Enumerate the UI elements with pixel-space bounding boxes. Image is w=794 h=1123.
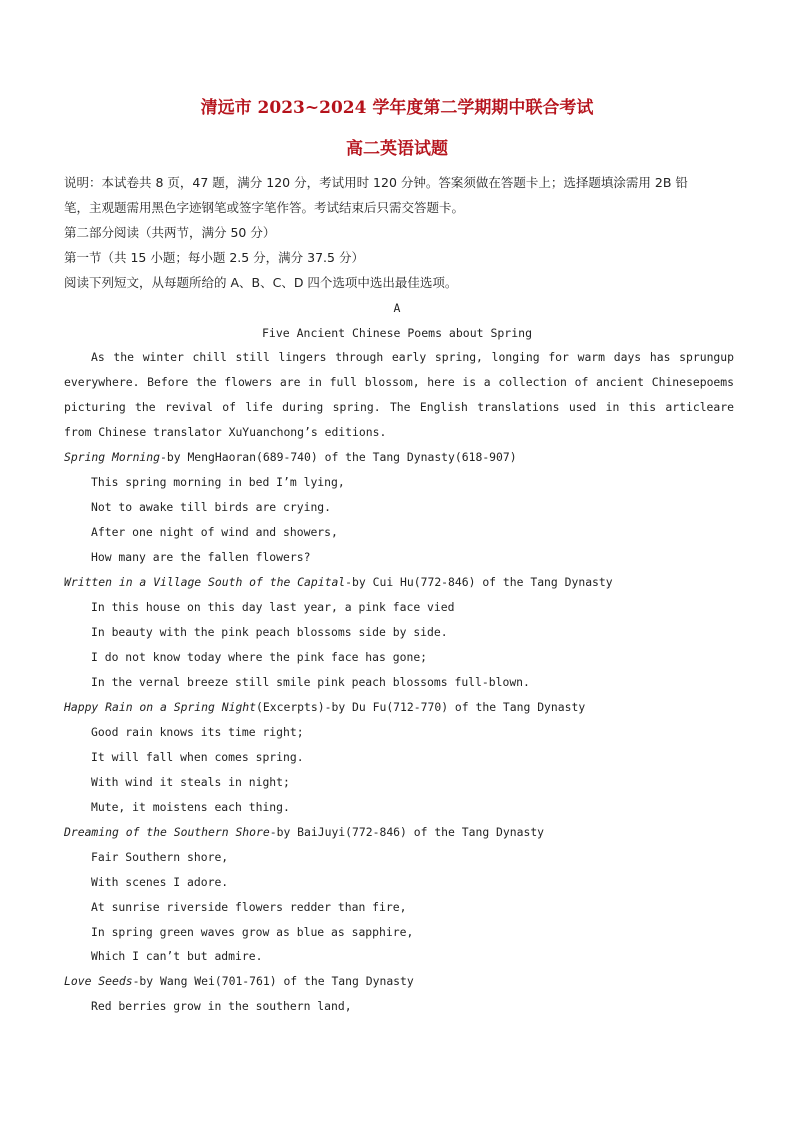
poem-line: It will fall when comes spring. — [91, 750, 304, 764]
poem-heading — [64, 695, 744, 720]
subject-title: 高二英语试题 — [346, 139, 448, 159]
poem-attribution: -by MengHaoran(689-740) of the Tang Dynasty(618-907) — [160, 450, 517, 464]
poem-title-suffix: (Excerpts) — [256, 700, 325, 714]
poem-line: How many are the fallen flowers? — [91, 550, 311, 564]
poem-attribution: -by BaiJuyi(772-846) of the Tang Dynasty — [269, 825, 545, 839]
poem-line: In this house on this day last year, a pink face vied — [91, 600, 455, 614]
poem-title: Dreaming of the Southern Shore — [64, 825, 270, 839]
poem-line: Fair Southern shore, — [91, 850, 229, 864]
exam-title: 清远市 2023~2024 学年度第二学期期中联合考试 — [200, 98, 594, 118]
poem-attribution: -by Cui Hu(772-846) of the Tang Dynasty — [345, 575, 613, 589]
poem-heading — [64, 570, 744, 595]
poem-heading — [64, 445, 744, 470]
instructions-line-1: 说明：本试卷共 8 页，47 题，满分 120 分，考试用时 120 分钟。答案须做在答题卡上；选择题填涂需用 2B 铅 — [64, 175, 688, 190]
passage-intro: As the winter chill still lingers through early spring, longing for warm days has sprungup everywhere. Before the flowers are in full blossom, here is a collection of ancient Chinesepoems picturing the revival of life during spring. The English translations used in this articleare from Chinese translator XuYuanchong’s editions. — [64, 350, 734, 439]
poem-line: This spring morning in bed I’m lying, — [91, 475, 345, 489]
passage-label: A — [393, 301, 401, 315]
poem-title: Spring Morning — [64, 450, 161, 464]
instructions-line-2: 笔，主观题需用黑色字迹钢笔或签字笔作答。考试结束后只需交答题卡。 — [64, 200, 465, 215]
poem-line: Which I can’t but admire. — [91, 949, 263, 963]
reading-directive: 阅读下列短文，从每题所给的 A、B、C、D 四个选项中选出最佳选项。 — [64, 275, 458, 290]
poem-line: Good rain knows its time right; — [91, 725, 304, 739]
poem-line: Mute, it moistens each thing. — [91, 800, 290, 814]
poem-line: After one night of wind and showers, — [91, 525, 338, 539]
part-heading: 第二部分阅读（共两节，满分 50 分） — [64, 225, 276, 240]
poem-line: With scenes I adore. — [91, 875, 229, 889]
poem-line: With wind it steals in night; — [91, 775, 290, 789]
poem-attribution: -by Wang Wei(701-761) of the Tang Dynasty — [132, 974, 414, 988]
poem-line: In beauty with the pink peach blossoms side by side. — [91, 625, 448, 639]
poem-line: Not to awake till birds are crying. — [91, 500, 332, 514]
poem-line: At sunrise riverside flowers redder than fire, — [91, 900, 407, 914]
poem-line: In the vernal breeze still smile pink peach blossoms full-blown. — [91, 675, 530, 689]
section-heading: 第一节（共 15 小题；每小题 2.5 分，满分 37.5 分） — [64, 250, 364, 265]
poem-title: Written in a Village South of the Capital — [64, 575, 346, 589]
poem-line: In spring green waves grow as blue as sapphire, — [91, 925, 414, 939]
poem-line: I do not know today where the pink face has gone; — [91, 650, 428, 664]
poem-attribution: -by Du Fu(712-770) of the Tang Dynasty — [324, 700, 586, 714]
poem-heading — [64, 969, 744, 994]
poem-heading — [64, 820, 744, 845]
passage-title: Five Ancient Chinese Poems about Spring — [261, 326, 533, 340]
poem-title: Happy Rain on a Spring Night — [64, 700, 257, 714]
poem-line: Red berries grow in the southern land, — [91, 999, 352, 1013]
poem-title: Love Seeds — [64, 974, 133, 988]
